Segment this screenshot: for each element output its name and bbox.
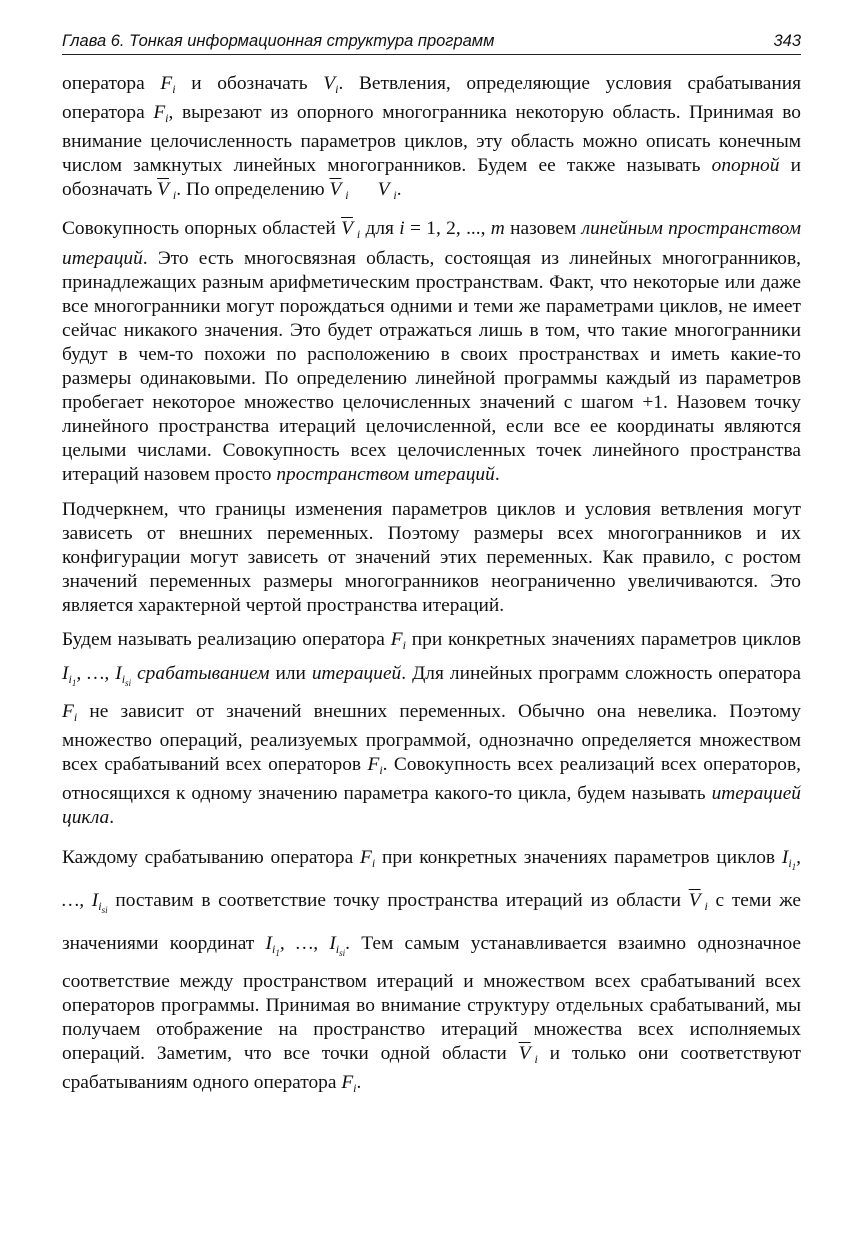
text: назовем [504,218,582,240]
text: . Ветвления, определяющие условия срабатывания оператора [62,73,802,124]
math-m: m [490,218,505,240]
page-number: 343 [773,32,801,50]
text: Будем называть реализацию оператора [62,628,391,650]
math-Vbar-i: $\overline{V}$ $_i$ [157,179,177,203]
text: и обозначать [175,73,324,94]
math-F-i: $F_i$ [390,628,406,652]
math-I-sequence: $I_{i_1}$, …, $I_{i_{si}}$ [62,846,802,915]
math-F-i: $F_i$ [360,846,376,870]
math-V-i: $V_i$ [323,73,339,96]
math-I-sequence: $I_{i_1}$, …, $I_{i_{si}}$ [265,932,346,958]
text: и обозначать [62,155,801,201]
text: = 1, 2, ..., [404,218,491,240]
math-F-i: $F_i$ [62,701,78,725]
math-Vbar-i: $\overline{V}$ $_i$ [518,1042,538,1066]
math-F-i: $F_i$ [153,102,169,126]
text: при конкретных значениях параметров циклов [375,846,782,868]
math-F-i: $F_i$ [367,754,383,778]
math-Vbar-i: $\overline{V}$ $_i$ [688,889,708,913]
text: Каждому срабатыванию оператора [62,846,360,868]
math-Vbar-i: $\overline{V}$ $_i$ [341,218,361,242]
math-F-i: $F_i$ [160,73,176,96]
text: поставим в соответствие точку пространства итераций из области [107,889,689,911]
text: . [396,179,402,201]
text: . Тем самым устанавливается взаимно однозначное соответствие между пространством итераций и множеством всех срабатываний всех операторов программы. Принимая во внимание структуру отдельных срабатываний, мы получаем отображение на пространство итераций множества всех исполняемых операций. Заметим, что все точки одной области [62,932,801,1064]
emphasis: итерацией цикла [62,783,801,829]
paragraph-5 [62,841,801,1100]
math-F-i: $F_i$ [341,1071,357,1095]
emphasis: пространством итераций [276,464,495,486]
emphasis: срабатыванием [137,663,270,685]
text: . Совокупность всех реализаций всех операторов, относящихся к одному значению параметра какого-то цикла, будем называть [62,754,801,805]
text: . Это есть многосвязная область, состоящая из линейных многогранников, принадлежащих разным арифметическим пространствам. Факт, что некоторые или даже все многогранники могут порождаться одними и теми же параметрами циклов, не имеет сейчас никакого значения. Это будет отражаться лишь в том, что такие многогранники будут в чем-то похожи по расположению в своих пространствах и иметь какие-то размеры одинаковыми. По определению линейной программы каждый из параметров пробегает некоторое множество целочисленных значений с шагом +1. Назовем точку линейного пространства итераций целочисленной, если все ее координаты являются целыми числами. Совокупность всех целочисленных точек линейного пространства итераций назовем просто [62,247,801,486]
text: при конкретных значениях параметров циклов [405,628,801,650]
chapter-title: Глава 6. Тонкая информационная структура программ [62,32,495,50]
emphasis: линейным пространством итераций [62,218,801,269]
math-I-sequence: $I_{i_1}$, …, $I_{i_{si}}$ [62,663,132,689]
text: . По определению [176,179,330,201]
text: и только они соответствуют срабатываниям одного оператора [62,1042,801,1093]
math-V-i: V $_i$ [377,179,397,203]
math-Vbar-i: $\overline{V}$ $_i$ [329,179,349,203]
running-header [62,28,801,55]
emphasis: опорной [711,155,780,177]
text: , вырезают из опорного многогранника некоторую область. Принимая во внимание целочисленность параметров циклов, эту область можно описать конечным числом замкнутых линейных многогранников. Будем ее также называть [62,102,801,177]
math-i: i [399,218,405,240]
text: . [356,1071,362,1093]
text: для [360,218,400,240]
text: . Для линейных программ сложность оператора [401,663,801,685]
text: Совокупность опорных областей [62,218,342,240]
page-body [62,72,801,1110]
text: оператора [62,73,161,94]
paragraph-3: Подчеркнем, что границы изменения параметров циклов и условия ветвления могут зависеть от внешних переменных. Поэтому размеры всех многогранников и их конфигурации могут зависеть от значений этих переменных. Как правило, с ростом значений переменных размеры многогранников неограниченно увеличиваются. Это является характерной чертой пространства итераций. [62,498,801,616]
text: с теми же значениями координат [62,889,801,954]
text: . [109,807,115,829]
text: или [269,663,312,685]
paragraph-1 [62,72,801,207]
text: . [494,464,500,486]
emphasis: итерацией [311,663,402,685]
paragraph-2 [62,217,801,487]
text: не зависит от значений внешних переменных. Обычно она невелика. Поэтому множество операций, реализуемых программой, однозначно определяется множеством всех срабатываний всех операторов [62,701,801,776]
paragraph-4 [62,628,801,831]
